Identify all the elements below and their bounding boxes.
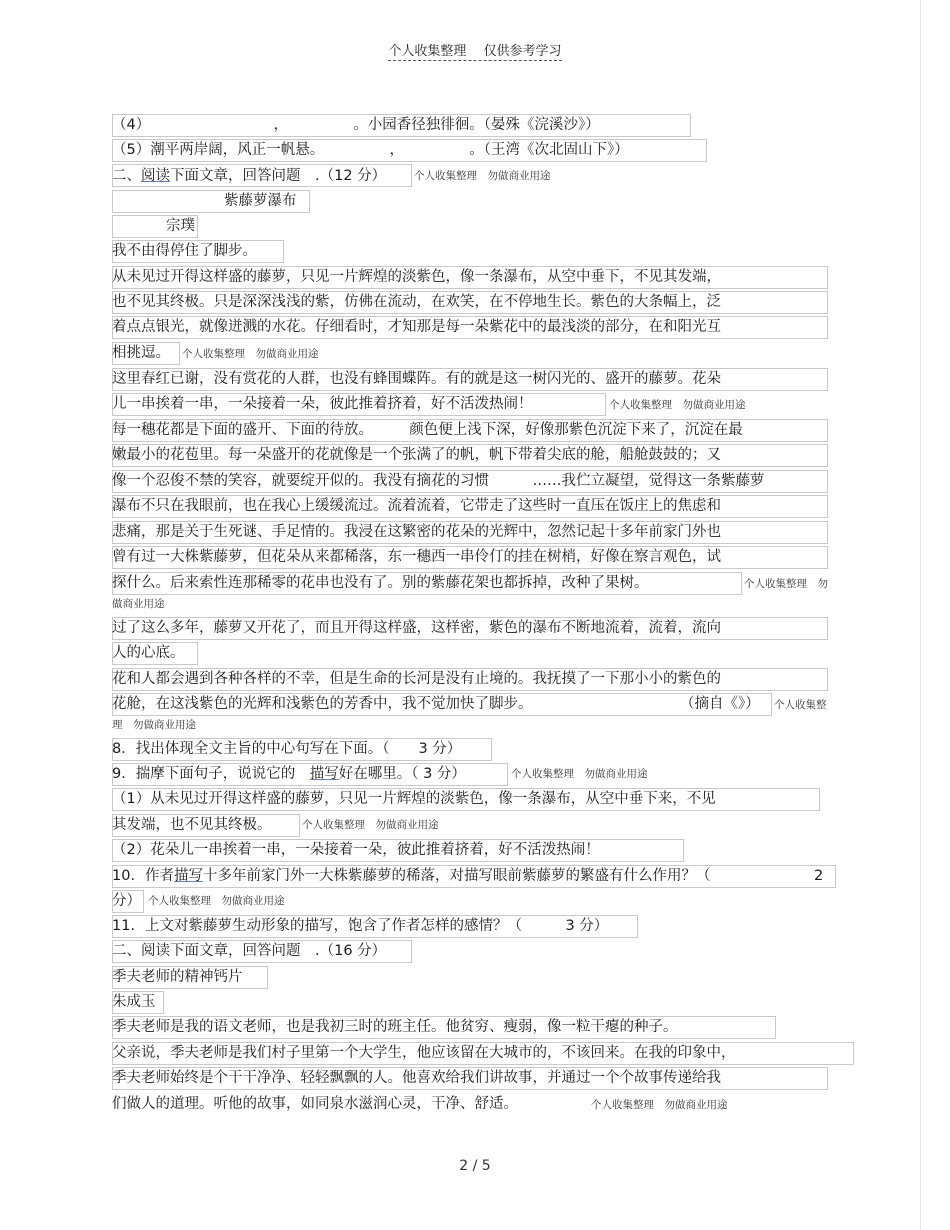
question-8: 8．找出体现全文主旨的中心句写在下面。（ 3 分） [112, 741, 462, 757]
paragraph-line: 探什么。后来索性连那稀零的花串也没有了。别的紫藤花架也都拆掉，改种了果树。 [112, 575, 649, 591]
paragraph-line: 季夫老师是我的语文老师，也是我初三时的班主任。他贫穷、瘦弱，像一粒干瘪的种子。 [112, 1019, 678, 1035]
watermark-note: 个人收集整理 勿做商业用途 [591, 1099, 728, 1111]
paragraph-line: 曾有过一大株紫藤萝，但花朵从来都稀落，东一穗西一串伶仃的挂在树梢，好像在察言观色，试 [112, 549, 721, 565]
section-heading: 二、阅读下面文章，回答问题 .（12 分） [112, 168, 387, 184]
watermark-note: 做商业用途 [112, 598, 165, 610]
question-9-part-1: （1）从未见过开得这样盛的藤萝，只见一片辉煌的淡紫色，像一条瀑布，从空中垂下来，不见 [112, 791, 716, 807]
paragraph-line: 儿一串挨着一串，一朵接着一朵，彼此推着挤着，好不活泼热闹！ [112, 396, 533, 412]
question-9-part-2: （2）花朵儿一串挨着一串，一朵接着一朵，彼此推着挤着，好不活泼热闹！ [112, 842, 600, 858]
paragraph-line: 也不见其终极。只是深深浅浅的紫，仿佛在流动，在欢笑，在不停地生长。紫色的大条幅上，泛 [112, 294, 721, 310]
paragraph-line: 像一个忍俊不禁的笑容，就要绽开似的。我没有摘花的习惯 ……我伫立凝望，觉得这一条紫藤萝 [112, 473, 765, 489]
watermark-note: 个人收集整理 勿做商业用途 [414, 170, 551, 182]
paragraph-line: 季夫老师始终是个干干净净、轻轻飘飘的人。他喜欢给我们讲故事，并通过一个个故事传递给我 [112, 1070, 721, 1086]
poem-line-5: （5）潮平两岸阔，风正一帆悬。 ， 。（王湾《次北固山下》） [112, 142, 629, 158]
article-title: 紫藤萝瀑布 [224, 193, 297, 209]
paragraph-line: 嫩最小的花苞里。每一朵盛开的花就像是一个张满了的帆，帆下带着尖底的舱，船舱鼓鼓的；又 [112, 447, 721, 463]
paragraph-line: 着点点银光，就像迸溅的水花。仔细看时，才知那是每一朵紫花中的最浅淡的部分，在和阳光互 [112, 319, 721, 335]
watermark-note: 个人收集整理 勿做商业用途 [609, 399, 746, 411]
watermark-note: 理 勿做商业用途 [112, 719, 196, 731]
poem-line-4: （4） ， 。小园香径独徘徊。（晏殊《浣溪沙》） [112, 117, 600, 133]
question-9: 9．揣摩下面句子，说说它的 描写好在哪里。（ 3 分） [112, 766, 466, 782]
page-edge [920, 0, 921, 1230]
page-number: 2 / 5 [459, 1158, 491, 1174]
article-title: 季夫老师的精神钙片 [112, 969, 243, 985]
paragraph-line: 从未见过开得这样盛的藤萝，只见一片辉煌的淡紫色，像一条瀑布，从空中垂下，不见其发端， [112, 269, 721, 285]
watermark-note: 个人收集整理 勿做商业用途 [511, 768, 648, 780]
paragraph-line: 花和人都会遇到各种各样的不幸，但是生命的长河是没有止境的。我抚摸了一下那小小的紫色的 [112, 671, 721, 687]
paragraph-line: 悲痛，那是关于生死谜、手足情的。我浸在这繁密的花朵的光辉中，忽然记起十多年前家门外也 [112, 524, 721, 540]
text-box [112, 164, 412, 187]
question-10: 分） [112, 893, 141, 909]
paragraph-line: 花舱，在这浅紫色的光辉和浅紫色的芳香中，我不觉加快了脚步。 [112, 696, 533, 712]
watermark-note: 个人收集整理 勿做商业用途 [182, 348, 319, 360]
watermark-note: 个人收集整 [774, 699, 827, 711]
watermark-note: 个人收集整理 勿 [744, 578, 828, 590]
section-heading: 二、阅读下面文章，回答问题 .（16 分） [112, 943, 387, 959]
watermark-note: 个人收集整理 勿做商业用途 [148, 895, 285, 907]
paragraph-line: 瀑布不只在我眼前，也在我心上缓缓流过。流着流着，它带走了这些时一直压在饭庄上的焦虑和 [112, 498, 721, 514]
article-author: 宗璞 [166, 218, 195, 234]
article-author: 朱成玉 [112, 994, 156, 1010]
paragraph-line: 过了这么多年，藤萝又开花了，而且开得这样盛，这样密，紫色的瀑布不断地流着，流着，流向 [112, 620, 721, 636]
question-10-score: 2 [814, 868, 824, 884]
paragraph-line: 这里春红已谢，没有赏花的人群，也没有蜂围蝶阵。有的就是这一树闪光的、盛开的藤萝。花朵 [112, 371, 721, 387]
paragraph-line: 们做人的道理。听他的故事，如同泉水滋润心灵，干净、舒适。 [112, 1096, 518, 1112]
paragraph-line: 相挑逗。 [112, 345, 170, 361]
source-citation: （摘自《》） [680, 696, 760, 712]
paragraph-line: 人的心底。 [112, 645, 185, 661]
paragraph-line: 每一穗花都是下面的盛开、下面的待放。 颜色便上浅下深，好像那紫色沉淀下来了，沉淀在最 [112, 422, 743, 438]
paragraph-line: 父亲说，季夫老师是我们村子里第一个大学生，他应该留在大城市的，不该回来。在我的印象中， [112, 1045, 736, 1061]
question-11: 11．上文对紫藤萝生动形象的描写，饱含了作者怎样的感情？（ 3 分） [112, 918, 609, 934]
question-10: 10．作者描写十多年前家门外一大株紫藤萝的稀落，对描写眼前紫藤萝的繁盛有什么作用？（ [112, 868, 711, 884]
paragraph-line: 我不由得停住了脚步。 [112, 243, 257, 259]
page-header: 个人收集整理 仅供参考学习 [0, 40, 950, 61]
watermark-note: 个人收集整理 勿做商业用途 [302, 819, 439, 831]
question-9-part-1: 其发端，也不见其终极。 [112, 817, 272, 833]
